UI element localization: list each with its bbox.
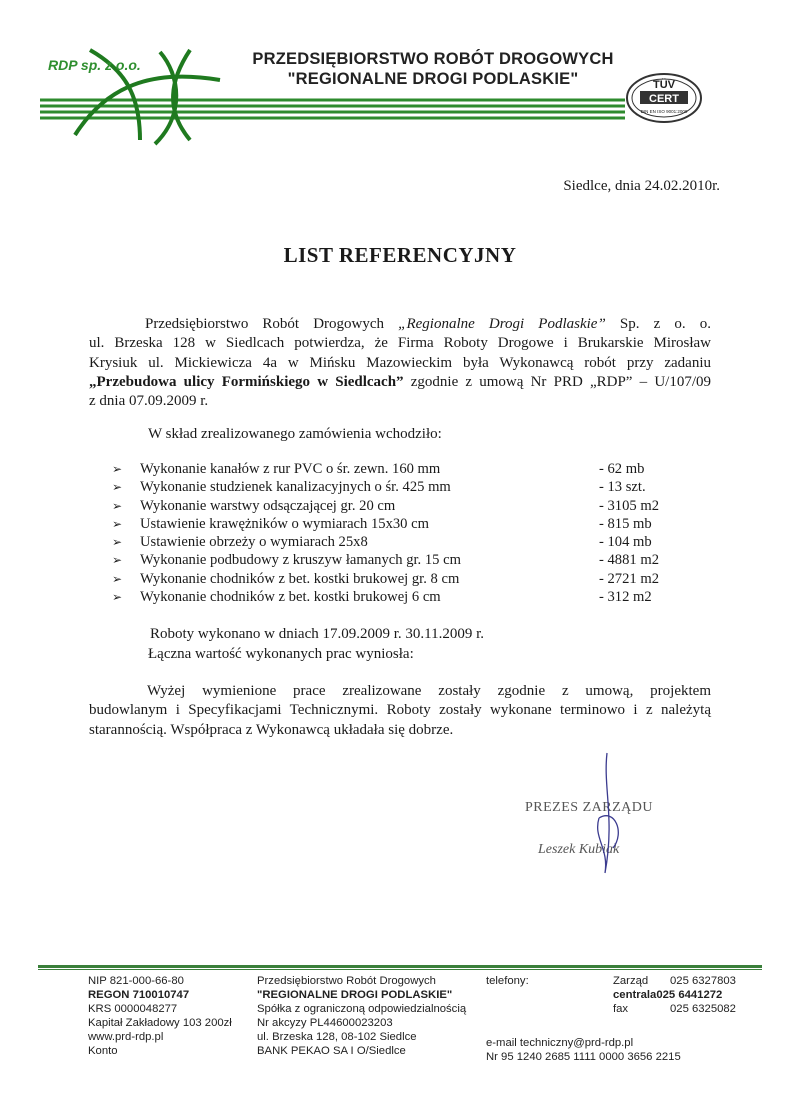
- footer-capital: Kapitał Zakładowy 103 200zł: [88, 1016, 232, 1029]
- total-value: Łączna wartość wykonanych prac wyniosła:: [148, 646, 414, 662]
- signature-title: PREZES ZARZĄDU: [525, 800, 653, 815]
- footer-excise-number: Nr akcyzy PL44600023203: [257, 1016, 393, 1029]
- footer-regon: REGON 710010747: [88, 988, 190, 1001]
- footer-address: ul. Brzeska 128, 08-102 Siedlce: [257, 1030, 417, 1043]
- brand-name: RDP sp. z o.o.: [48, 57, 141, 73]
- cert-main-text: CERT: [649, 93, 679, 105]
- cert-standard-text: DIN EN ISO 9001:2000: [640, 109, 688, 114]
- work-item-quantity: - 104 mb: [599, 534, 652, 551]
- intro-line-5: z dnia 07.09.2009 r.: [89, 393, 209, 410]
- bullet-arrow-icon: ➢: [112, 516, 123, 531]
- work-item-description: Ustawienie obrzeży o wymiarach 25x8: [140, 534, 368, 551]
- intro-line-3: Krysiuk ul. Mickiewicza 4a w Mińsku Mazowieckim była Wykonawcą robót przy zadaniu: [89, 354, 711, 371]
- signature-name: Leszek Kubiak: [538, 842, 620, 857]
- work-item-description: Ustawienie krawężników o wymiarach 15x30 cm: [140, 515, 429, 532]
- works-list-item: [112, 498, 682, 516]
- footer-phone-board: Zarząd 025 6327803: [613, 975, 736, 987]
- works-list-item: [112, 589, 682, 607]
- letter-date: Siedlce, dnia 24.02.2010r.: [563, 178, 720, 194]
- footer-rule-thin: [38, 969, 762, 970]
- footer-phones: [613, 975, 736, 1017]
- footer-col-registry: [88, 975, 232, 1058]
- closing-line-3: starannością. Współpraca z Wykonawcą układała się dobrze.: [89, 721, 454, 738]
- bullet-arrow-icon: ➢: [112, 480, 123, 495]
- scope-heading: W skład zrealizowanego zamówienia wchodziło:: [148, 426, 442, 442]
- works-list-item: [112, 552, 682, 570]
- footer-phone-central: centrala025 6441272: [613, 988, 723, 1001]
- works-list-item: [112, 571, 682, 589]
- works-list: [112, 461, 682, 607]
- footer-company-name: Przedsiębiorstwo Robót Drogowych: [257, 975, 436, 987]
- bullet-arrow-icon: ➢: [112, 590, 123, 605]
- execution-period: Roboty wykonano w dniach 17.09.2009 r. 30.11.2009 r.: [150, 626, 485, 642]
- work-item-quantity: - 13 szt.: [599, 479, 646, 496]
- work-item-quantity: - 2721 m2: [599, 570, 659, 587]
- footer-rule: [38, 965, 762, 968]
- bullet-arrow-icon: ➢: [112, 498, 123, 513]
- work-item-quantity: - 4881 m2: [599, 552, 659, 569]
- intro-line-4: „Przebudowa ulicy Formińskiego w Siedlcach” zgodnie z umową Nr PRD „RDP” – U/107/09: [89, 373, 711, 390]
- work-item-description: Wykonanie chodników z bet. kostki brukowej 6 cm: [140, 589, 441, 606]
- footer-company-type: Spółka z ograniczoną odpowiedzialnością: [257, 1002, 467, 1015]
- works-list-item: [112, 461, 682, 479]
- letter-title: LIST REFERENCYJNY: [283, 243, 517, 267]
- bullet-arrow-icon: ➢: [112, 553, 123, 568]
- company-name-line1: PRZEDSIĘBIORSTWO ROBÓT DROGOWYCH: [252, 50, 614, 68]
- footer-bank: BANK PEKAO SA I O/Siedlce: [257, 1044, 406, 1057]
- works-list-item: [112, 534, 682, 552]
- bullet-arrow-icon: ➢: [112, 535, 123, 550]
- footer-account-label: Konto: [88, 1044, 118, 1057]
- works-list-item: [112, 479, 682, 497]
- footer-col-company: [257, 975, 466, 1058]
- work-item-description: Wykonanie chodników z bet. kostki brukowej gr. 8 cm: [140, 570, 460, 587]
- closing-line-1: Wyżej wymienione prace zrealizowane zostały zgodnie z umową, projektem: [147, 683, 711, 699]
- intro-line-1: Przedsiębiorstwo Robót Drogowych „Regionalne Drogi Podlaskie” Sp. z o. o.: [145, 316, 711, 332]
- work-item-quantity: - 62 mb: [599, 461, 645, 477]
- work-item-quantity: - 3105 m2: [599, 497, 659, 514]
- footer-bank-account: Nr 95 1240 2685 1111 0000 3656 2215: [486, 1051, 681, 1063]
- work-item-description: Wykonanie warstwy odsączającej gr. 20 cm: [140, 497, 396, 514]
- intro-line-2: ul. Brzeska 128 w Siedlcach potwierdza, że Firma Roboty Drogowe i Brukarskie Mirosław: [89, 335, 711, 352]
- work-item-description: Wykonanie podbudowy z kruszyw łamanych gr. 15 cm: [140, 552, 461, 569]
- works-list-item: [112, 516, 682, 534]
- bullet-arrow-icon: ➢: [112, 462, 123, 476]
- work-item-description: Wykonanie studzienek kanalizacyjnych o śr. 425 mm: [140, 479, 451, 496]
- company-name-line2: "REGIONALNE DROGI PODLASKIE": [287, 70, 579, 88]
- footer-phones-label: telefony:: [486, 975, 529, 987]
- footer-website: www.prd-rdp.pl: [88, 1030, 164, 1043]
- footer-krs: KRS 0000048277: [88, 1002, 178, 1015]
- footer-phone-fax: fax 025 6325082: [613, 1002, 736, 1015]
- footer-nip: NIP 821-000-66-80: [88, 975, 184, 987]
- closing-line-2: budowlanym i Specyfikacjami Technicznymi. Roboty zostały wykonane terminowo i z należytą: [89, 702, 711, 719]
- intro-paragraph: [89, 315, 711, 411]
- cert-top-text: TÜV: [653, 79, 675, 91]
- footer-email[interactable]: e-mail techniczny@prd-rdp.pl: [486, 1037, 634, 1049]
- closing-paragraph: [89, 682, 711, 740]
- handwritten-signature: [585, 748, 635, 878]
- bullet-arrow-icon: ➢: [112, 571, 123, 586]
- work-item-description: Wykonanie kanałów z rur PVC o śr. zewn. 160 mm: [140, 461, 441, 477]
- tuv-cert-icon: [624, 70, 704, 126]
- footer-company-brand: "REGIONALNE DROGI PODLASKIE": [257, 988, 453, 1001]
- work-item-quantity: - 312 m2: [599, 589, 652, 606]
- work-item-quantity: - 815 mb: [599, 515, 652, 532]
